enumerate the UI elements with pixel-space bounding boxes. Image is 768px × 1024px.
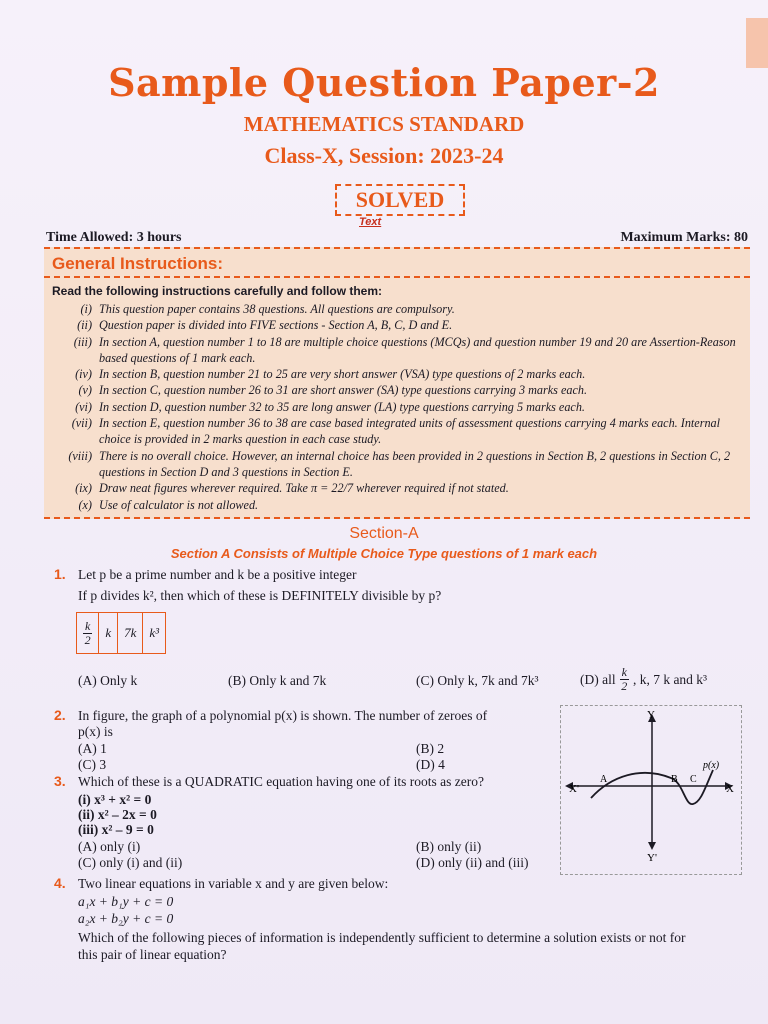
time-allowed: Time Allowed: 3 hours <box>46 230 182 245</box>
instruction-number: (vii) <box>71 416 92 431</box>
fraction-denominator: 2 <box>84 632 91 647</box>
option-d: (D) 4 <box>416 757 445 772</box>
fraction <box>83 620 92 647</box>
instruction-text: In section A, question number 1 to 18 are multiple choice questions (MCQs) and question number 19 and 20 are Assertion-Reason based questions of 1 mark each. <box>99 334 736 365</box>
table-cell <box>77 613 99 654</box>
instruction-number: (v) <box>78 383 92 398</box>
question-text: If p divides k², then which of these is DEFINITELY divisible by p? <box>78 588 442 603</box>
instruction-item <box>46 448 750 481</box>
equation-1: a₁x + b₁y + c = 0 <box>78 894 174 909</box>
table-cell: 7k <box>118 613 143 654</box>
question-text: this pair of linear equation? <box>78 947 227 962</box>
instruction-item <box>46 497 750 513</box>
question-text: Which of the following pieces of information is independently sufficient to determine a solution exists or not for <box>78 930 686 945</box>
option-a: (A) only (i) <box>78 839 141 854</box>
option-b: (B) only (ii) <box>416 839 482 854</box>
polynomial-graph <box>560 705 742 875</box>
fraction <box>620 666 629 693</box>
instruction-number: (vi) <box>75 399 92 414</box>
paper-title: Sample Question Paper-2 <box>108 60 660 105</box>
option-d <box>580 666 707 693</box>
option-b: (B) 2 <box>416 741 445 756</box>
equation-iii: (iii) x² – 9 = 0 <box>78 822 154 837</box>
question-text: Two linear equations in variable x and y are given below: <box>78 876 389 891</box>
question-text: Which of these is a QUADRATIC equation having one of its roots as zero? <box>78 774 485 789</box>
instruction-text: In section D, question number 32 to 35 are long answer (LA) type questions carrying 5 marks each. <box>99 399 585 414</box>
subject-title: MATHEMATICS STANDARD <box>243 112 525 136</box>
equation-ii: (ii) x² – 2x = 0 <box>78 807 157 822</box>
option-c: (C) only (i) and (ii) <box>78 855 183 870</box>
question-text: p(x) is <box>78 724 113 739</box>
option-a: (A) Only k <box>78 673 138 688</box>
instruction-number: (iii) <box>73 334 92 349</box>
instruction-item <box>46 334 750 367</box>
instruction-number: (viii) <box>68 448 92 463</box>
class-session: Class-X, Session: 2023-24 <box>264 143 504 168</box>
solved-badge: SOLVED <box>335 184 465 216</box>
point-c-label: C <box>690 774 697 785</box>
maximum-marks: Maximum Marks: 80 <box>620 230 748 245</box>
x-label: X <box>726 783 734 795</box>
curve-label: p(x) <box>703 760 720 771</box>
question-text: In figure, the graph of a polynomial p(x) is shown. The number of zeroes of <box>78 708 488 723</box>
instruction-text: In section B, question number 21 to 25 are very short answer (VSA) type questions of 2 marks each. <box>99 367 586 382</box>
question-number: 2. <box>54 707 66 723</box>
y-label: Y <box>647 709 655 721</box>
instruction-number: (ix) <box>75 481 92 496</box>
fraction-denominator: 2 <box>621 679 628 693</box>
option-a: (A) 1 <box>78 741 107 756</box>
equation-i: (i) x³ + x² = 0 <box>78 792 152 807</box>
section-subheading: Section A Consists of Multiple Choice Type questions of 1 mark each <box>170 546 598 561</box>
option-c: (C) 3 <box>78 757 107 772</box>
instruction-number: (iv) <box>75 367 92 382</box>
question-number: 4. <box>54 875 66 891</box>
section-heading: Section-A <box>349 525 419 542</box>
option-d-text: , k, 7 k and k³ <box>632 671 708 687</box>
instruction-text: In section E, question number 36 to 38 are case based integrated units of assessment questions carrying 4 marks each. Internal choice is provided in 2 marks question in each case study. <box>99 416 721 447</box>
instruction-item <box>46 301 750 317</box>
instruction-number: (x) <box>78 497 92 512</box>
instructions-heading: General Instructions: <box>52 254 223 273</box>
point-a-label: A <box>600 774 608 785</box>
instruction-item <box>46 480 750 496</box>
instruction-text: Draw neat figures wherever required. Take π = 22/7 wherever required if not stated. <box>99 481 509 496</box>
fraction-numerator: k <box>85 618 91 633</box>
instruction-item <box>46 415 750 448</box>
point-b-label: B <box>671 774 678 785</box>
options-table <box>76 612 166 654</box>
text-link[interactable]: Text <box>359 216 382 228</box>
instruction-item <box>46 317 750 333</box>
instruction-number: (i) <box>80 302 92 316</box>
instruction-item <box>46 366 750 382</box>
instruction-text: This question paper contains 38 questions. All questions are compulsory. <box>99 302 455 316</box>
x-neg-label: X' <box>569 783 579 795</box>
option-d: (D) only (ii) and (iii) <box>416 855 529 870</box>
question-text: Let p be a prime number and k be a positive integer <box>78 567 357 582</box>
graph-svg <box>561 706 741 874</box>
instruction-number: (ii) <box>77 318 92 333</box>
fraction-numerator: k <box>621 665 627 679</box>
instructions-list <box>46 301 750 513</box>
question-number: 3. <box>54 773 66 789</box>
equation-2: a₂x + b₂y + c = 0 <box>78 911 174 926</box>
instruction-text: Question paper is divided into FIVE sections - Section A, B, C, D and E. <box>99 318 453 333</box>
instruction-item <box>46 399 750 415</box>
option-b: (B) Only k and 7k <box>228 673 327 688</box>
instruction-item <box>46 382 750 398</box>
instruction-text: There is no overall choice. However, an internal choice has been provided in 2 questions in Section B, 2 questions in Section C, 2 questions in Section D and 3 questions in Section E. <box>99 448 731 479</box>
question-number: 1. <box>54 566 66 582</box>
option-d-label: (D) all <box>580 671 616 687</box>
table-cell: k³ <box>143 613 166 654</box>
instructions-intro: Read the following instructions carefully and follow them: <box>52 284 383 298</box>
table-cell: k <box>99 613 118 654</box>
instruction-text: In section C, question number 26 to 31 are short answer (SA) type questions carrying 3 marks each. <box>99 383 588 398</box>
option-c: (C) Only k, 7k and 7k³ <box>416 673 539 688</box>
y-neg-arrow-icon <box>648 842 656 850</box>
y-neg-label: Y' <box>647 852 657 864</box>
instruction-text: Use of calculator is not allowed. <box>99 497 259 512</box>
instructions-divider <box>44 276 750 278</box>
